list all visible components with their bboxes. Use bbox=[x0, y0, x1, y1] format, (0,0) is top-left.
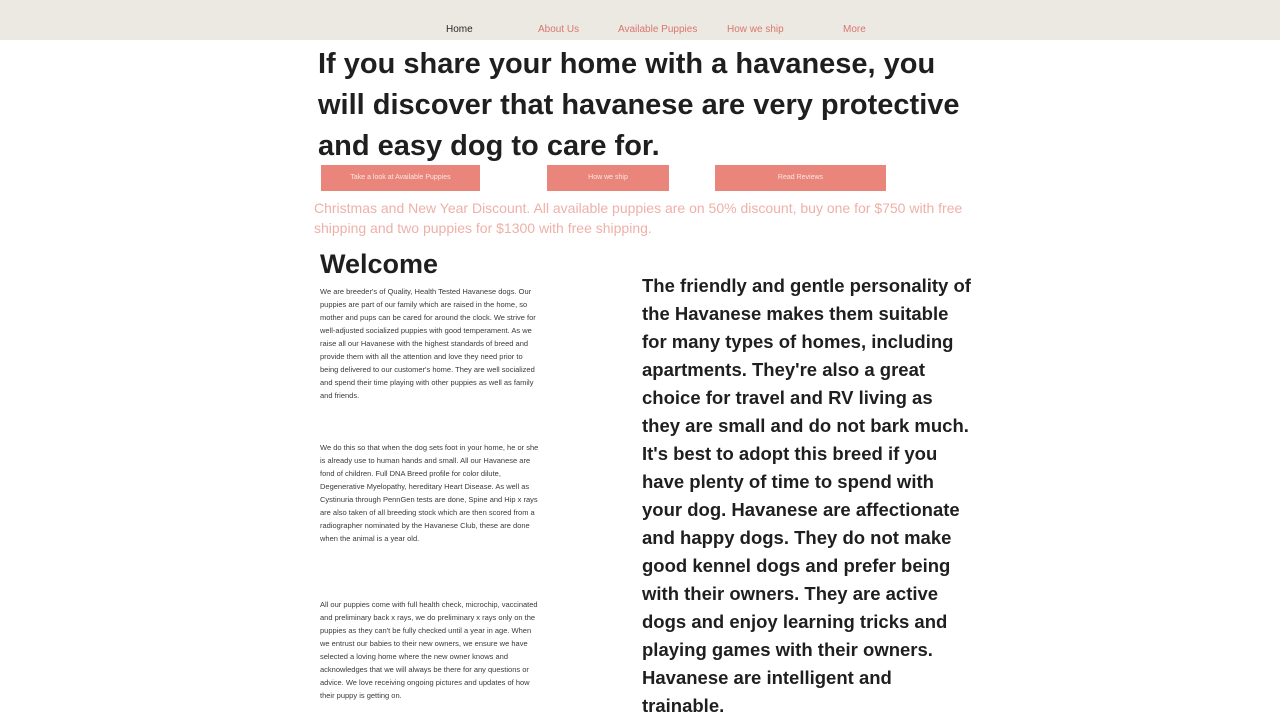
welcome-paragraph-1: We are breeder's of Quality, Health Tested Havanese dogs. Our puppies are part of our family which are raised in the home, so mother and pups can be cared for around the clock. We strive for well-adjusted socialized puppies with good temperament. As we raise all our Havanese with the highest standards of breed and provide them with all the attention and love they need prior to being delivered to our customer's home. They are well socialized and spend their time playing with other puppies as well as family and friends. bbox=[320, 287, 536, 400]
top-navigation bbox=[0, 0, 1280, 40]
nav-item-more[interactable]: More bbox=[843, 24, 866, 35]
havanese-personality-text: The friendly and gentle personality of the Havanese makes them suitable for many types of homes, including apartments. They're also a great choice for travel and RV living as they are small and do not bark much. It's best to adopt this breed if you have plenty of time to spend with your dog. Havanese are affectionate and happy dogs. They do not make good kennel dogs and prefer being with their owners. They are active dogs and enjoy learning tricks and playing games with their owners. Havanese are intelligent and trainable. bbox=[642, 275, 971, 716]
welcome-title: Welcome bbox=[320, 249, 439, 279]
nav-item-home[interactable]: Home bbox=[446, 24, 473, 35]
welcome-paragraph-3: All our puppies come with full health check, microchip, vaccinated and preliminary back x rays, we do preliminary x rays only on the puppies as they can't be fully checked until a year in age. When we entrust our babies to their new owners, we ensure we have selected a loving home where the new owner knows and acknowledges that we will always be there for any questions or advice. We love receiving ongoing pictures and updates of how their puppy is getting on. bbox=[320, 600, 538, 700]
nav-item-about-us[interactable]: About Us bbox=[538, 24, 580, 35]
read-reviews-button[interactable]: Read Reviews bbox=[715, 165, 886, 191]
welcome-paragraph-2: We do this so that when the dog sets foot in your home, he or she is already use to human hands and small. All our Havanese are fond of children. Full DNA Breed profile for color dilute, Degenerative Myelopathy, hereditary Heart Disease. As well as Cystinuria through PennGen tests are done, Spine and Hip x rays are also taken of all breeding stock which are then scored from a radiographer nominated by the Havanese Club, these are done when the animal is a year old. bbox=[320, 443, 539, 543]
nav-item-available-puppies[interactable]: Available Puppies bbox=[618, 24, 698, 35]
how-we-ship-button[interactable]: How we ship bbox=[547, 165, 669, 191]
nav-item-how-we-ship[interactable]: How we ship bbox=[727, 24, 784, 35]
available-puppies-button[interactable]: Take a look at Available Puppies bbox=[321, 165, 480, 191]
hero-headline: If you share your home with a havanese, you will discover that havanese are very protective and easy dog to care for. bbox=[318, 48, 960, 162]
discount-announcement: Christmas and New Year Discount. All available puppies are on 50% discount, buy one for $750 with free shipping and two puppies for $1300 with free shipping. bbox=[314, 200, 963, 236]
